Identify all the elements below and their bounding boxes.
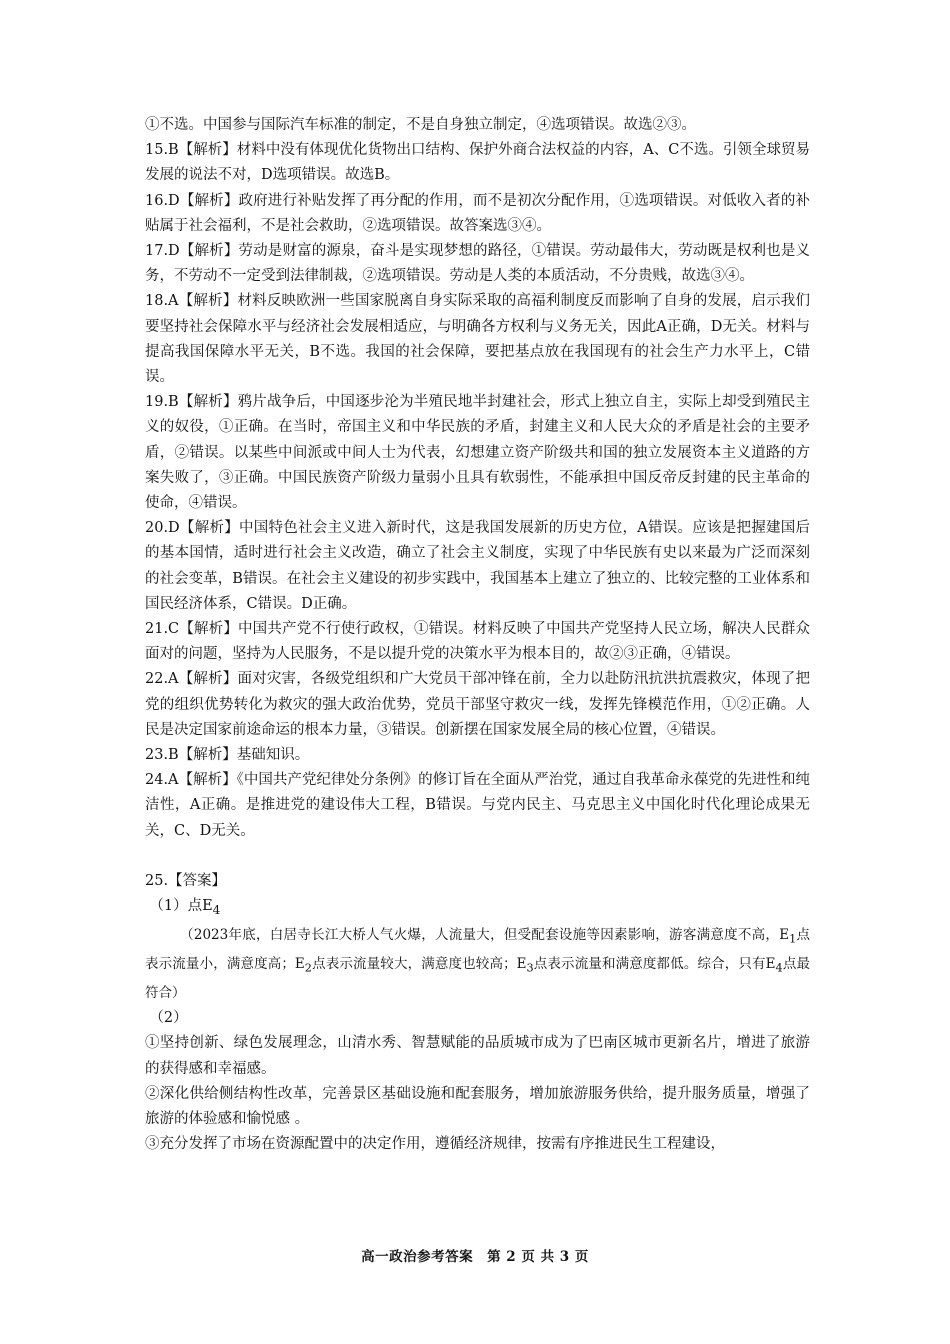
answer-paragraph: 24.A【解析】《中国共产党纪律处分条例》的修订旨在全面从严治党，通过自我革命永葆党的先进性和纯洁性，A正确。是推进党的建设伟大工程，B错误。与党内民主、马克思主义中国化时代化理论成果无关，C、D无关。 (145, 772, 810, 839)
q25-part1-label: （1）点E (149, 898, 213, 915)
explain-sub: 3 (526, 961, 534, 975)
answer-paragraph: 22.A【解析】面对灾害，各级党组织和广大党员干部冲锋在前，全力以赴防汛抗洪抗震救灾，体现了把党的组织优势转化为救灾的强大政治优势，党员干部坚守救灾一线，发挥先锋模范作用，①②正确。人民是决定国家前途命运的根本力量，③错误。创新摆在国家发展全局的核心位置，④错误。 (145, 671, 810, 738)
q25-point: ②深化供给侧结构性改革，完善景区基础设施和配套服务，增加旅游服务供给，提升服务质量，增强了旅游的体验感和愉悦感 。 (145, 1085, 810, 1127)
explain-sub: 1 (789, 932, 797, 946)
q25-part1 (145, 894, 810, 923)
spacer (145, 844, 810, 869)
answer-paragraph: 20.D【解析】中国特色社会主义进入新时代，这是我国发展新的历史方位，A错误。应该是把握建国后的基本国情，适时进行社会主义改造，确立了社会主义制度，实现了中华民族有史以来最为广泛而深刻的社会变革，B错误。在社会主义建设的初步实践中，我国基本上建立了独立的、比较完整的工业体系和国民经济体系，C错误。D正确。 (145, 520, 810, 612)
q25-point: ①坚持创新、绿色发展理念，山清水秀、智慧赋能的品质城市成为了巴南区城市更新名片，增进了旅游的获得感和幸福感。 (145, 1035, 810, 1077)
answer-paragraph: 21.C【解析】中国共产党不行使行政权，①错误。材料反映了中国共产党坚持人民立场，解决人民群众面对的问题，坚持为人民服务，不是以提升党的决策水平为根本目的，故②③正确，④错误。 (145, 621, 810, 663)
q25-heading: 25.【答案】 (145, 872, 227, 889)
q25-part1-sub: 4 (212, 902, 221, 917)
answer-paragraph: 16.D【解析】政府进行补贴发挥了再分配的作用，而不是初次分配作用，①选项错误。对低收入者的补贴属于社会福利，不是社会救助，②选项错误。故答案选③④。 (145, 192, 810, 234)
explain-text: 点表示流量较大，满意度也较高；E (311, 956, 527, 973)
q25-point: ③充分发挥了市场在资源配置中的决定作用，遵循经济规律，按需有序推进民生工程建设， (145, 1136, 725, 1153)
answer-paragraph: ①不选。中国参与国际汽车标准的制定，不是自身独立制定，④选项错误。故选②③。 (145, 117, 696, 133)
page-footer: 高一政治参考答案 第 2 页 共 3 页 (361, 1249, 589, 1265)
explain-text: 点表示流量和满意度都低。综合，只有E (533, 956, 776, 973)
q25-explanation (145, 923, 810, 1006)
answer-paragraph: 15.B【解析】材料中没有体现优化货物出口结构、保护外商合法权益的内容，A、C不选。引领全球贸易发展的说法不对，D选项错误。故选B。 (145, 142, 810, 184)
answer-paragraph: 17.D【解析】劳动是财富的源泉，奋斗是实现梦想的路径，①错误。劳动最伟大，劳动既是权利也是义务，不劳动不一定受到法律制裁，②选项错误。劳动是人类的本质活动，不分贵贱，故选③④。 (145, 243, 810, 285)
explain-sub: 4 (775, 961, 783, 975)
explain-text: （2023年底，白居寺长江大桥人气火爆，人流量大，但受配套设施等因素影响，游客满意度不高，E (180, 927, 790, 944)
q25-part2-label: （2） (149, 1010, 188, 1027)
answer-paragraph: 19.B【解析】鸦片战争后，中国逐步沦为半殖民地半封建社会，形式上独立自主，实际上却受到殖民主义的奴役，①正确。在当时，帝国主义和中华民族的矛盾，封建主义和人民大众的矛盾是社会的主要矛盾，②错误。以某些中间派或中间人士为代表，幻想建立资产阶级共和国的独立发展资本主义道路的方案失败了，③正确。中国民族资产阶级力量弱小且具有软弱性，不能承担中国反帝反封建的民主革命的使命，④错误。 (145, 394, 810, 512)
explain-sub: 2 (304, 961, 312, 975)
answer-paragraph: 18.A【解析】材料反映欧洲一些国家脱离自身实际采取的高福利制度反而影响了自身的发展，启示我们要坚持社会保障水平与经济社会发展相适应，与明确各方权利与义务无关，因此A正确，D无关。材料与提高我国保障水平无关，B不选。我国的社会保障，要把基点放在我国现有的社会生产力水平上，C错误。 (145, 293, 810, 386)
answer-paragraph: 23.B【解析】基础知识。 (145, 747, 310, 764)
explain-text: 点最符合） (145, 956, 811, 1001)
explain-text: 点表示流量小，满意度高；E (145, 927, 811, 973)
answer-content (145, 113, 810, 1157)
